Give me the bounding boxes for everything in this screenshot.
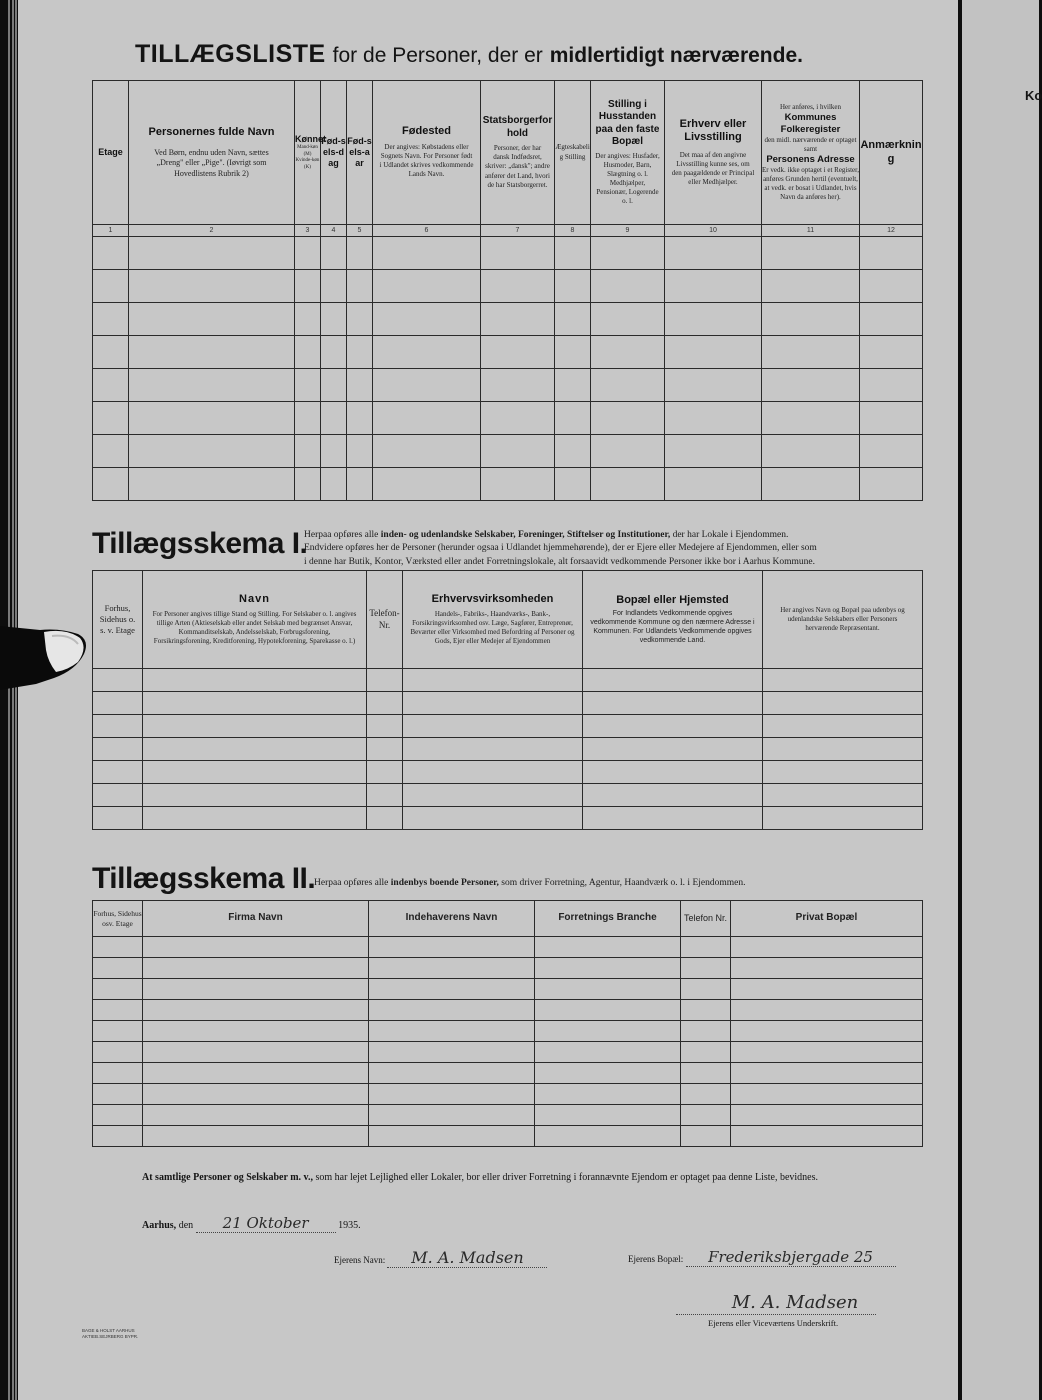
col-num-6: 6 <box>373 225 481 237</box>
tillaegsliste-cell <box>295 336 321 369</box>
skema2-cell <box>143 1105 369 1126</box>
skema2-cell <box>369 1000 535 1021</box>
skema2-cell <box>681 1105 731 1126</box>
tillaegsliste-cell <box>555 402 591 435</box>
tillaegsliste-cell <box>481 270 555 303</box>
skema2-cell <box>535 1126 681 1147</box>
s2-col-etage: Forhus, Sidehus osv. Etage <box>93 901 143 937</box>
skema2-cell <box>731 1063 923 1084</box>
s1-col-repraesentant: Her angives Navn og Bopæl paa udenbys og udenlandske Selskabers eller Personers herværende Repræsentant. <box>763 571 923 669</box>
skema1-cell <box>583 692 763 715</box>
tillaegsliste-cell <box>129 237 295 270</box>
skema1-cell <box>583 715 763 738</box>
tillaegsliste-cell <box>591 402 665 435</box>
skema2-cell <box>731 1021 923 1042</box>
skema2-cell <box>93 1084 143 1105</box>
tillaegsliste-cell <box>762 435 860 468</box>
s2-col-telefon: Telefon Nr. <box>681 901 731 937</box>
tillaegsliste-cell <box>93 468 129 501</box>
skema2-cell <box>681 958 731 979</box>
skema2-cell <box>369 1021 535 1042</box>
col-header-koennet: Kønnet Mand-køn (M) Kvinde-køn (K) <box>295 81 321 225</box>
tillaegsliste-cell <box>373 336 481 369</box>
tillaegsliste-row <box>93 270 923 303</box>
tillaegsliste-cell <box>665 237 762 270</box>
tillaegsliste-cell <box>481 468 555 501</box>
col-num-1: 1 <box>93 225 129 237</box>
skema2-description: Herpaa opføres alle indenbys boende Personer, som driver Forretning, Agentur, Haandværk o. l. i Ejendommen. <box>314 878 746 888</box>
skema2-cell <box>369 1105 535 1126</box>
skema1-cell <box>93 692 143 715</box>
tillaegsliste-cell <box>347 369 373 402</box>
skema2-cell <box>731 1042 923 1063</box>
skema1-cell <box>143 784 367 807</box>
skema2-cell <box>93 1021 143 1042</box>
skema2-cell <box>731 1105 923 1126</box>
skema2-cell <box>93 1063 143 1084</box>
tillaegsliste-cell <box>129 303 295 336</box>
s2-col-firma: Firma Navn <box>143 901 369 937</box>
date-handwritten: 21 Oktober <box>222 1214 309 1232</box>
skema2-cell <box>93 937 143 958</box>
tillaegsliste-cell <box>555 435 591 468</box>
skema1-cell <box>763 784 923 807</box>
col-num-2: 2 <box>129 225 295 237</box>
tillaegsliste-cell <box>129 435 295 468</box>
tillaegsliste-cell <box>762 402 860 435</box>
tillaegsliste-cell <box>321 369 347 402</box>
tillaegsliste-cell <box>555 303 591 336</box>
tillaegsliste-cell <box>295 435 321 468</box>
skema2-cell <box>369 1042 535 1063</box>
owner-signature: M. A. Madsen <box>731 1292 859 1313</box>
skema1-cell <box>143 738 367 761</box>
tillaegsliste-cell <box>591 237 665 270</box>
skema2-cell <box>369 1084 535 1105</box>
tillaegsliste-cell <box>373 369 481 402</box>
tillaegsliste-cell <box>295 369 321 402</box>
col-num-9: 9 <box>591 225 665 237</box>
skema2-cell <box>143 1063 369 1084</box>
tillaegsliste-cell <box>762 303 860 336</box>
tillaegsliste-cell <box>373 270 481 303</box>
tillaegsliste-table <box>92 80 923 501</box>
skema1-cell <box>367 807 403 830</box>
tillaegsliste-cell <box>555 237 591 270</box>
skema2-cell <box>535 1084 681 1105</box>
tillaegsliste-cell <box>762 336 860 369</box>
col-num-3: 3 <box>295 225 321 237</box>
skema1-cell <box>367 669 403 692</box>
tillaegsliste-cell <box>860 435 923 468</box>
tillaegsliste-cell <box>860 402 923 435</box>
skema1-cell <box>583 669 763 692</box>
tillaegsliste-cell <box>860 369 923 402</box>
tillaegsliste-row <box>93 336 923 369</box>
tillaegsliste-cell <box>129 270 295 303</box>
tillaegsliste-cell <box>762 237 860 270</box>
tillaegsliste-cell <box>762 369 860 402</box>
tillaegsliste-cell <box>373 237 481 270</box>
tillaegsliste-cell <box>665 468 762 501</box>
skema2-cell <box>369 979 535 1000</box>
tillaegsliste-cell <box>321 270 347 303</box>
tillaegsliste-cell <box>555 336 591 369</box>
skema2-cell <box>143 1021 369 1042</box>
tillaegsliste-cell <box>481 402 555 435</box>
skema1-cell <box>93 761 143 784</box>
tillaegsliste-cell <box>347 435 373 468</box>
s1-col-erhverv: Erhvervsvirksomheden Handels-, Fabriks-, Haandværks-, Bank-, Forsikringsvirksomhed osv. Læge, Sagfører, Entreprenør, Beværter eller Virksomhed med Befordring af Personer og Gods, Ejer eller Medejer af Ejendommen <box>403 571 583 669</box>
skema2-cell <box>681 1063 731 1084</box>
skema1-cell <box>763 761 923 784</box>
skema2-cell <box>681 979 731 1000</box>
tillaegsliste-cell <box>347 402 373 435</box>
tillaegsliste-row <box>93 402 923 435</box>
tillaegsliste-cell <box>129 402 295 435</box>
tillaegsliste-cell <box>347 303 373 336</box>
tillaegsliste-cell <box>591 369 665 402</box>
tillaegsliste-cell <box>373 468 481 501</box>
skema2-cell <box>681 1084 731 1105</box>
skema1-table <box>92 570 923 830</box>
skema1-cell <box>367 715 403 738</box>
skema2-table <box>92 900 923 1147</box>
skema1-cell <box>583 784 763 807</box>
col-num-11: 11 <box>762 225 860 237</box>
skema1-title: Tillægsskema I. <box>92 527 308 560</box>
tillaegsliste-row <box>93 237 923 270</box>
skema1-row <box>93 761 923 784</box>
skema2-row <box>93 1084 923 1105</box>
tillaegsliste-cell <box>860 270 923 303</box>
tillaegsliste-cell <box>93 369 129 402</box>
skema1-cell <box>403 761 583 784</box>
tillaegsliste-cell <box>860 336 923 369</box>
skema2-cell <box>731 937 923 958</box>
skema2-cell <box>731 1084 923 1105</box>
skema2-cell <box>369 958 535 979</box>
skema2-cell <box>93 1000 143 1021</box>
skema2-cell <box>681 1000 731 1021</box>
skema1-cell <box>143 715 367 738</box>
skema1-row <box>93 715 923 738</box>
tillaegsliste-cell <box>591 336 665 369</box>
skema2-cell <box>731 979 923 1000</box>
thumb-image <box>0 622 88 694</box>
skema1-cell <box>93 715 143 738</box>
skema1-cell <box>367 738 403 761</box>
tillaegsliste-cell <box>481 336 555 369</box>
tillaegsliste-cell <box>555 468 591 501</box>
tillaegsliste-cell <box>129 336 295 369</box>
skema2-row <box>93 958 923 979</box>
adjacent-page <box>962 0 1039 1400</box>
tillaegsliste-row <box>93 468 923 501</box>
tillaegsliste-cell <box>481 435 555 468</box>
col-num-10: 10 <box>665 225 762 237</box>
skema1-cell <box>93 784 143 807</box>
skema1-cell <box>403 738 583 761</box>
skema2-cell <box>369 1063 535 1084</box>
skema1-cell <box>143 669 367 692</box>
skema2-cell <box>143 1084 369 1105</box>
skema1-cell <box>403 784 583 807</box>
s2-col-branche: Forretnings Branche <box>535 901 681 937</box>
tillaegsliste-cell <box>321 435 347 468</box>
skema2-cell <box>143 958 369 979</box>
owner-address: Frederiksbjergade 25 <box>686 1248 896 1267</box>
tillaegsliste-row <box>93 369 923 402</box>
skema1-cell <box>763 669 923 692</box>
skema2-cell <box>535 1042 681 1063</box>
skema2-cell <box>93 1042 143 1063</box>
skema2-title: Tillægsskema II. <box>92 862 316 895</box>
skema1-cell <box>403 715 583 738</box>
tillaegsliste-cell <box>93 336 129 369</box>
skema1-cell <box>403 692 583 715</box>
tillaegsliste-cell <box>481 369 555 402</box>
tillaegsliste-cell <box>295 270 321 303</box>
tillaegsliste-cell <box>860 468 923 501</box>
col-num-12: 12 <box>860 225 923 237</box>
col-header-statsborgerforhold: Statsborgerforhold Personer, der har dansk Indfødsret, skriver: „dansk"; andre anfører det Land, hvori de har Statsborgerret. <box>481 81 555 225</box>
tillaegsliste-cell <box>591 435 665 468</box>
skema2-cell <box>369 1126 535 1147</box>
skema2-cell <box>143 937 369 958</box>
skema2-cell <box>535 1105 681 1126</box>
skema1-row <box>93 692 923 715</box>
col-header-aegteskabelig: Ægteskabelig Stilling <box>555 81 591 225</box>
skema2-row <box>93 1105 923 1126</box>
tillaegsliste-cell <box>373 402 481 435</box>
owner-address-line: Ejerens Bopæl: Frederiksbjergade 25 <box>628 1248 896 1267</box>
skema2-cell <box>143 1000 369 1021</box>
skema2-cell <box>535 1063 681 1084</box>
skema2-cell <box>93 958 143 979</box>
tillaegsliste-cell <box>321 402 347 435</box>
skema1-row <box>93 807 923 830</box>
skema2-cell <box>535 937 681 958</box>
attestation-statement: At samtlige Personer og Selskaber m. v., som har lejet Lejlighed eller Lokaler, bor eller driver Forretning i forannævnte Ejendom er optaget paa denne Liste, bevidnes. <box>142 1172 818 1183</box>
tillaegsliste-cell <box>295 468 321 501</box>
tillaegsliste-cell <box>93 270 129 303</box>
skema1-description: Herpaa opføres alle inden- og udenlandske Selskaber, Foreninger, Stiftelser og Institutioner, der har Lokale i Ejendommen. Endvidere opføres her de Personer (herunder ogsaa i Udlandet hjemmehørende), der er Ejere eller Medejere af Ejendommen, eller som i denne har Butik, Kontor, Værksted eller andet Forretningslokale, alt forsaavidt vedkommende Personer ikke bor i Aarhus Kommune. <box>304 530 817 567</box>
owner-name-line: Ejerens Navn: M. A. Madsen <box>334 1248 547 1268</box>
date-line: Aarhus, den 21 Oktober 1935. <box>142 1214 361 1232</box>
skema2-cell <box>731 958 923 979</box>
skema2-cell <box>535 979 681 1000</box>
skema1-cell <box>367 692 403 715</box>
col-header-stilling: Stilling i Husstanden paa den faste Bopæl Der angives: Husfader, Husmoder, Barn, Slægtning o. l. Medhjælper, Pensionær, Logerende o. l. <box>591 81 665 225</box>
skema1-row <box>93 738 923 761</box>
adjacent-page-fragment: Ko <box>1025 88 1042 103</box>
skema1-cell <box>763 692 923 715</box>
tillaegsliste-cell <box>347 237 373 270</box>
col-header-foedselsaar: Fød-sels-aar <box>347 81 373 225</box>
tillaegsliste-cell <box>762 468 860 501</box>
tillaegsliste-cell <box>347 468 373 501</box>
tillaegsliste-cell <box>295 402 321 435</box>
skema2-cell <box>681 1021 731 1042</box>
tillaegsliste-cell <box>321 237 347 270</box>
tillaegsliste-cell <box>665 270 762 303</box>
tillaegsliste-cell <box>591 303 665 336</box>
skema1-row <box>93 669 923 692</box>
skema2-cell <box>535 958 681 979</box>
tillaegsliste-cell <box>93 402 129 435</box>
tillaegsliste-cell <box>665 369 762 402</box>
tillaegsliste-cell <box>665 336 762 369</box>
skema1-cell <box>403 807 583 830</box>
skema1-cell <box>763 807 923 830</box>
skema1-cell <box>93 807 143 830</box>
skema1-cell <box>93 669 143 692</box>
skema2-cell <box>731 1126 923 1147</box>
tillaegsliste-cell <box>665 435 762 468</box>
tillaegsliste-cell <box>665 402 762 435</box>
tillaegsliste-cell <box>93 237 129 270</box>
tillaegsliste-cell <box>555 270 591 303</box>
skema2-cell <box>93 1105 143 1126</box>
skema2-row <box>93 1063 923 1084</box>
col-header-etage: Etage <box>93 81 129 225</box>
skema2-cell <box>731 1000 923 1021</box>
signature-line <box>676 1314 876 1315</box>
skema1-cell <box>583 761 763 784</box>
skema1-cell <box>403 669 583 692</box>
col-num-7: 7 <box>481 225 555 237</box>
tillaegsliste-cell <box>129 468 295 501</box>
owner-name: M. A. Madsen <box>387 1248 547 1268</box>
tillaegsliste-cell <box>93 435 129 468</box>
skema2-cell <box>369 937 535 958</box>
tillaegsliste-cell <box>591 270 665 303</box>
col-header-folkeregister: Her anføres, i hvilken Kommunes Folkeregister den midl. nærværende er optaget samt Personens Adresse Er vedk. ikke optaget i et Register, anføres Grunden hertil (eventuelt, at vedk. er bosat i Udlandet, hvis Navn da anføres her). <box>762 81 860 225</box>
col-num-8: 8 <box>555 225 591 237</box>
tillaegsliste-cell <box>347 270 373 303</box>
tillaegsliste-row <box>93 303 923 336</box>
col-num-4: 4 <box>321 225 347 237</box>
skema1-cell <box>93 738 143 761</box>
tillaegsliste-cell <box>321 303 347 336</box>
s1-col-telefon: Telefon-Nr. <box>367 571 403 669</box>
skema2-cell <box>681 1126 731 1147</box>
skema2-cell <box>143 1126 369 1147</box>
skema1-cell <box>583 738 763 761</box>
skema1-cell <box>763 715 923 738</box>
skema2-row <box>93 937 923 958</box>
skema2-cell <box>93 1126 143 1147</box>
tillaegsliste-cell <box>321 468 347 501</box>
skema2-cell <box>681 937 731 958</box>
tillaegsliste-cell <box>373 435 481 468</box>
tillaegsliste-cell <box>129 369 295 402</box>
skema2-cell <box>535 1021 681 1042</box>
tillaegsliste-cell <box>295 303 321 336</box>
tillaegsliste-cell <box>93 303 129 336</box>
tillaegsliste-cell <box>373 303 481 336</box>
skema2-row <box>93 1042 923 1063</box>
tillaegsliste-cell <box>591 468 665 501</box>
skema2-cell <box>143 1042 369 1063</box>
skema2-row <box>93 979 923 1000</box>
tillaegsliste-cell <box>481 237 555 270</box>
tillaegsliste-cell <box>555 369 591 402</box>
s1-col-etage: Forhus, Sidehus o. s. v. Etage <box>93 571 143 669</box>
skema1-cell <box>143 692 367 715</box>
tillaegsliste-cell <box>347 336 373 369</box>
col-num-5: 5 <box>347 225 373 237</box>
skema1-cell <box>143 807 367 830</box>
s2-col-privat-bopael: Privat Bopæl <box>731 901 923 937</box>
skema1-cell <box>367 784 403 807</box>
tillaegsliste-row <box>93 435 923 468</box>
s1-col-bopael: Bopæl eller Hjemsted For Indlandets Vedkommende opgives vedkommende Kommune og den nærmere Adresse i Kommunen. For Udlandets Vedkommende opgives vedkommende Land. <box>583 571 763 669</box>
s2-col-indehaver: Indehaverens Navn <box>369 901 535 937</box>
col-header-anmaerkning: Anmærkning <box>860 81 923 225</box>
col-header-erhverv: Erhverv eller Livsstilling Det maa af den angivne Livsstilling kunne ses, om den paagældende er Principal eller Medhjælper. <box>665 81 762 225</box>
tillaegsliste-cell <box>481 303 555 336</box>
skema2-row <box>93 1021 923 1042</box>
skema1-row <box>93 784 923 807</box>
tillaegsliste-cell <box>665 303 762 336</box>
skema2-cell <box>93 979 143 1000</box>
s1-col-navn: Navn For Personer angives tillige Stand og Stilling. For Selskaber o. l. angives tillige Arten (Aktieselskab eller andet Selskab med begrænset Ansvar, Kommanditselskab, Andelsselskab, Forbrugsforening, Forsikringsforening, Kreditforening, Hypotekforening, Sparekasse o. l.) <box>143 571 367 669</box>
tillaegsliste-cell <box>860 237 923 270</box>
col-header-foedselsdag: Fød-sels-dag <box>321 81 347 225</box>
skema1-cell <box>763 738 923 761</box>
signature-label: Ejerens eller Viceværtens Underskrift. <box>708 1318 839 1328</box>
tillaegsliste-cell <box>321 336 347 369</box>
printer-imprint: BAGE & HOLST AARHUS AKTIEB.SEJRBERG BYPR. <box>82 1328 139 1340</box>
skema1-cell <box>583 807 763 830</box>
skema2-cell <box>681 1042 731 1063</box>
tillaegsliste-cell <box>860 303 923 336</box>
tillaegsliste-cell <box>295 237 321 270</box>
skema2-row <box>93 1126 923 1147</box>
skema1-cell <box>367 761 403 784</box>
skema1-cell <box>143 761 367 784</box>
skema2-cell <box>535 1000 681 1021</box>
tillaegsliste-cell <box>762 270 860 303</box>
page-title: TILLÆGSLISTE for de Personer, der er midlertidigt nærværende. <box>135 40 803 68</box>
col-header-navn: Personernes fulde Navn Ved Børn, endnu uden Navn, sættes „Dreng" eller „Pige". (Iøvrigt som Hovedlistens Rubrik 2) <box>129 81 295 225</box>
skema2-row <box>93 1000 923 1021</box>
skema2-cell <box>143 979 369 1000</box>
col-header-foedested: Fødested Der angives: Købstadens eller Sognets Navn. For Personer født i Udlandet skrives vedkommende Lands Navn. <box>373 81 481 225</box>
